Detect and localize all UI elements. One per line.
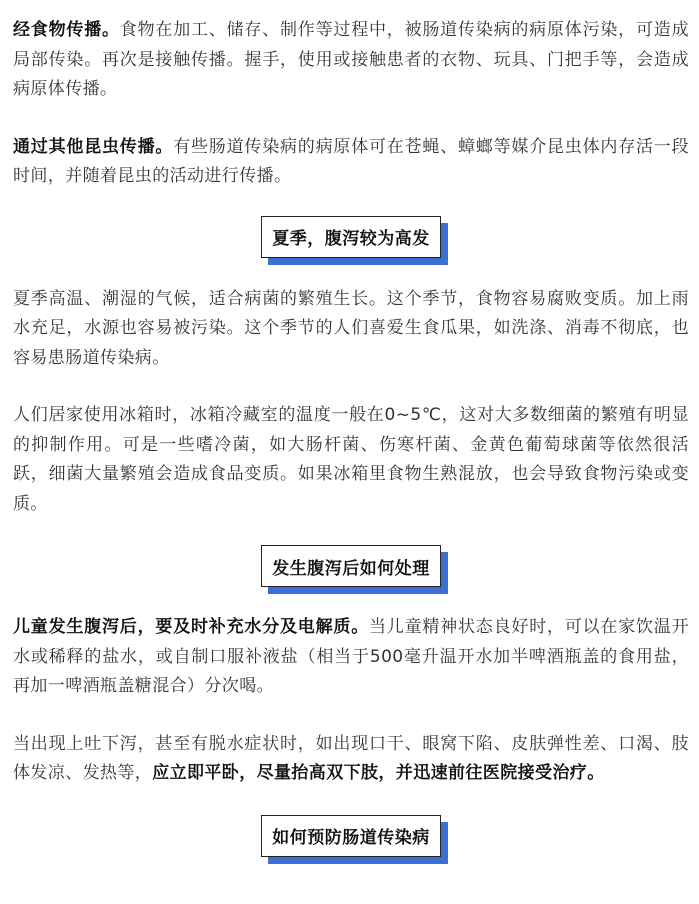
heading-title: 发生腹泻后如何处理 xyxy=(261,545,441,587)
paragraph-lead: 儿童发生腹泻后，要及时补充水分及电解质。 xyxy=(13,617,369,637)
section-heading-prevention xyxy=(261,815,441,857)
paragraph-text: 食物在加工、储存、制作等过程中，被肠道传染病的病原体污染，可造成局部传染。再次是接触传播。握手，使用或接触患者的衣物、玩具、门把手等，会造成病原体传播。 xyxy=(13,20,689,99)
paragraph-lead: 通过其他昆虫传播。 xyxy=(13,136,174,157)
paragraph-refrigerator: 人们居家使用冰箱时，冰箱冷藏室的温度一般在0~5℃，这对大多数细菌的繁殖有明显的抑制作用。可是一些嗜冷菌，如大肠杆菌、伤寒杆菌、金黄色葡萄球菌等依然很活跃，细菌大量繁殖会造成食品变质。如果冰箱里食物生熟混放，也会导致食物污染或变质。 xyxy=(13,405,689,514)
paragraph-emphasis: 应立即平卧，尽量抬高双下肢，并迅速前往医院接受治疗。 xyxy=(152,763,605,783)
paragraph-text: 当儿童精神状态良好时，可以在家饮温开水或稀释的盐水，或自制口服补液盐（相当于500毫升温开水加半啤酒瓶盖的食用盐，再加一啤酒瓶盖糖混合）分次喝。 xyxy=(13,617,689,696)
section-heading-summer xyxy=(261,216,441,258)
paragraph-child-hydration xyxy=(13,613,689,702)
section-heading-treatment xyxy=(261,545,441,587)
paragraph-text: 有些肠道传染病的病原体可在苍蝇、蟑螂等媒介昆虫体内存活一段时间，并随着昆虫的活动进行传播。 xyxy=(13,136,689,186)
paragraph-insect-transmission xyxy=(13,133,689,192)
article-body xyxy=(13,16,689,857)
heading-title: 如何预防肠道传染病 xyxy=(261,815,441,857)
paragraph-food-transmission xyxy=(13,16,689,105)
paragraph-summer-climate: 夏季高温、潮湿的气候，适合病菌的繁殖生长。这个季节，食物容易腐败变质。加上雨水充足，水源也容易被污染。这个季节的人们喜爱生食瓜果，如洗涤、消毒不彻底，也容易患肠道传染病。 xyxy=(13,288,689,368)
paragraph-dehydration xyxy=(13,730,689,789)
paragraph-lead: 经食物传播。 xyxy=(13,20,120,40)
paragraph-text: 当出现上吐下泻，甚至有脱水症状时，如出现口干、眼窝下陷、皮肤弹性差、口渴、肢体发凉、发热等， xyxy=(13,733,689,783)
heading-title: 夏季，腹泻较为高发 xyxy=(261,216,441,258)
